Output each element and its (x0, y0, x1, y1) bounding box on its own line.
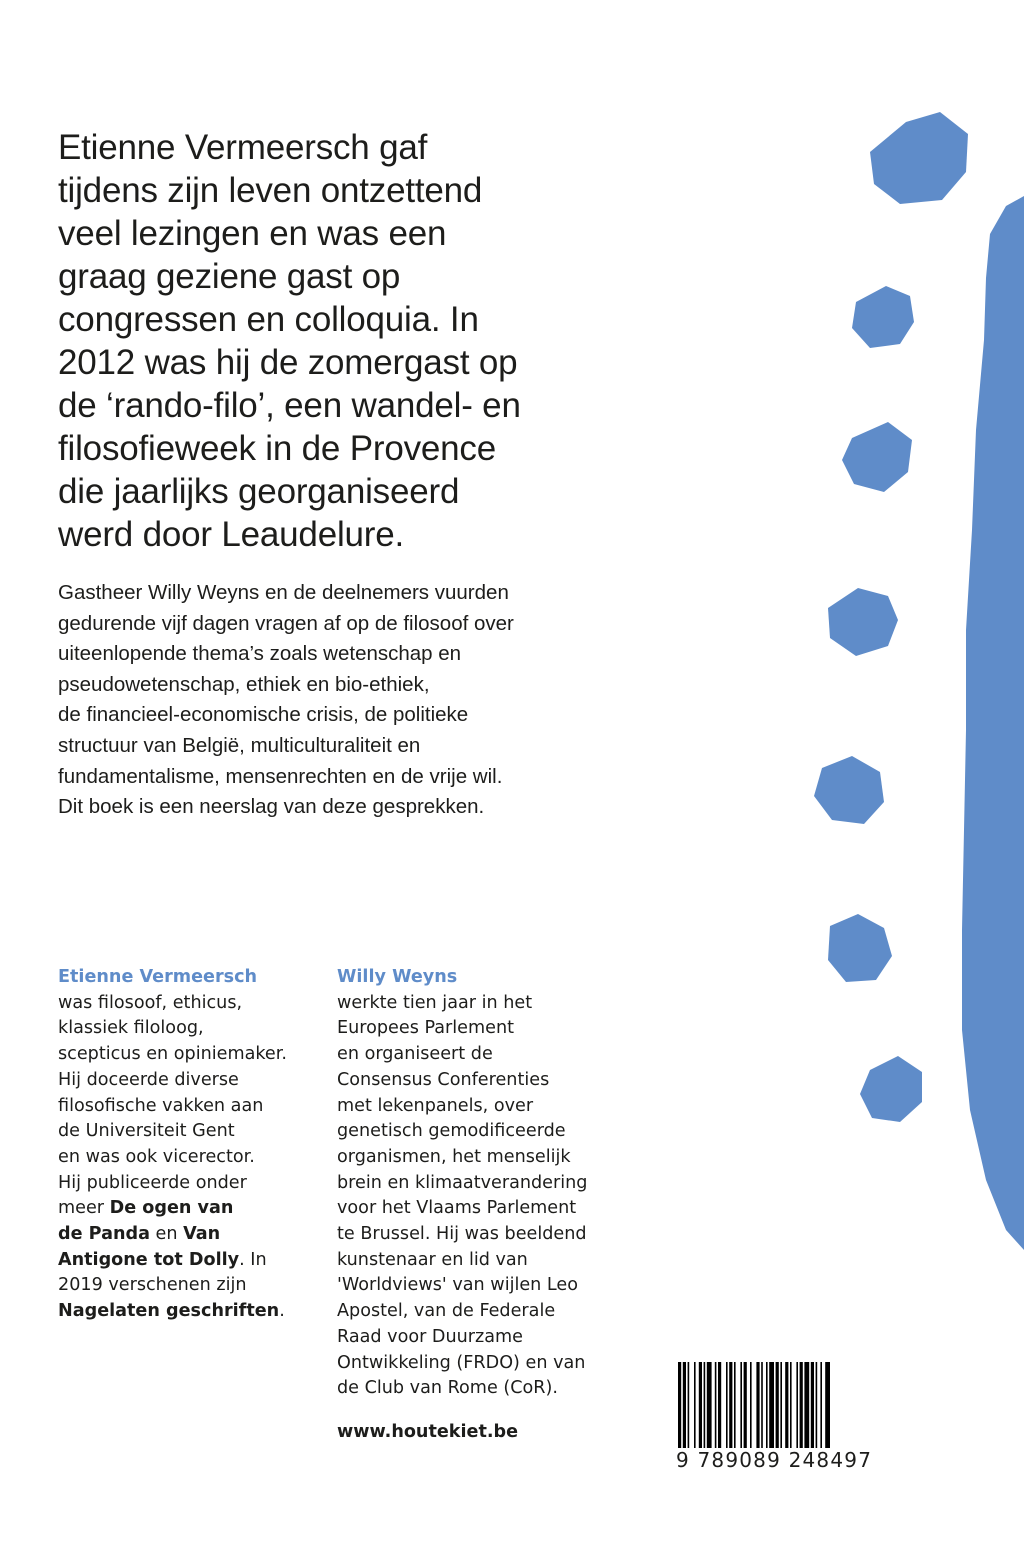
bio-text: . (279, 1301, 285, 1322)
barcode-bar (766, 1362, 768, 1448)
bio-line: brein en klimaatverandering (337, 1172, 588, 1193)
barcode-bar (769, 1362, 774, 1448)
barcode-bar (688, 1362, 690, 1448)
intro-line: tijdens zijn leven ontzettend (58, 171, 483, 210)
author-name: Willy Weyns (337, 967, 458, 987)
barcode-bar (825, 1362, 830, 1448)
bio-text: en (149, 1224, 184, 1245)
barcode-bar (718, 1362, 721, 1448)
blue-blob-5 (814, 756, 884, 824)
bio-line: organismen, het menselijk (337, 1146, 571, 1167)
barcode-bar (699, 1362, 702, 1448)
intro-line: die jaarlijks georganiseerd (58, 472, 460, 511)
intro-paragraph (58, 126, 578, 556)
barcode-bar (734, 1362, 736, 1448)
barcode-bar (811, 1362, 814, 1448)
intro-line: congressen en colloquia. In (58, 300, 479, 339)
bio-line (58, 1222, 358, 1248)
blue-blob-4 (828, 588, 898, 656)
barcode-bar (785, 1362, 788, 1448)
bio-line: klassiek filoloog, (58, 1018, 204, 1039)
blue-blob-7 (860, 1056, 922, 1122)
bio-line: filosofische vakken aan (58, 1095, 264, 1116)
bio-line: Hij doceerde diverse (58, 1069, 239, 1090)
bio-line: de Universiteit Gent (58, 1121, 235, 1142)
summary-line: gedurende vijf dagen vragen af op de filosoof over (58, 611, 514, 635)
book-title: Nagelaten geschriften (58, 1301, 280, 1322)
bio-line: te Brussel. Hij was beeldend (337, 1224, 587, 1245)
barcode-bar (790, 1362, 792, 1448)
book-title: de Panda (58, 1224, 150, 1245)
bio-line (58, 1299, 358, 1325)
isbn-number: 9 789089 248497 (676, 1448, 873, 1472)
bio-line: 'Worldviews' van wijlen Leo (337, 1275, 579, 1296)
isbn-barcode (676, 1360, 870, 1450)
barcode-bar (683, 1362, 686, 1448)
intro-line: Etienne Vermeersch gaf (58, 128, 428, 167)
bio-line (58, 1248, 358, 1274)
barcode-bar (744, 1362, 747, 1448)
bio-text: meer (58, 1198, 110, 1219)
barcode-bar (678, 1362, 681, 1448)
intro-line: veel lezingen en was een (58, 214, 447, 253)
barcode-bar (715, 1362, 717, 1448)
bio-line: de Club van Rome (CoR). (337, 1378, 558, 1399)
barcode-bar (816, 1362, 818, 1448)
blue-blob-2 (852, 286, 914, 348)
bio-line: Apostel, van de Federale (337, 1301, 556, 1322)
barcode-bar (694, 1362, 696, 1448)
barcode-bar (780, 1362, 782, 1448)
barcode-bar (804, 1362, 809, 1448)
bio-line: 2019 verschenen zijn (58, 1275, 247, 1296)
blue-blob-6 (828, 914, 892, 982)
intro-line: de ‘rando-filo’, een wandel- en (58, 386, 521, 425)
bio-line: en was ook vicerector. (58, 1146, 255, 1167)
summary-line: fundamentalisme, mensenrechten en de vrije wil. (58, 764, 503, 788)
book-title: Antigone tot Dolly (58, 1249, 240, 1270)
bio-line: kunstenaar en lid van (337, 1249, 528, 1270)
bio-text: . In (239, 1249, 267, 1270)
summary-line: Dit boek is een neerslag van deze gesprekken. (58, 795, 485, 819)
author-name: Etienne Vermeersch (58, 967, 258, 987)
blue-blob-1 (870, 112, 968, 204)
bio-line: Europees Parlement (337, 1018, 515, 1039)
bio-line: Hij publiceerde onder (58, 1172, 247, 1193)
bio-line: werkte tien jaar in het (337, 992, 533, 1013)
bio-line: genetisch gemodificeerde (337, 1121, 566, 1142)
summary-line: Gastheer Willy Weyns en de deelnemers vuurden (58, 581, 509, 604)
barcode-bar (729, 1362, 732, 1448)
book-title: De ogen van (109, 1198, 234, 1219)
summary-line: uiteenlopende thema’s zoals wetenschap en (58, 642, 462, 666)
book-title: Van (183, 1224, 221, 1245)
bio-line: voor het Vlaams Parlement (337, 1198, 577, 1219)
barcode-bar (756, 1362, 759, 1448)
bio-line (58, 1196, 358, 1222)
barcode-bar (750, 1362, 752, 1448)
barcode-bar (707, 1362, 712, 1448)
summary-line: pseudowetenschap, ethiek en bio-ethiek, (58, 672, 430, 696)
blue-shapes-illustration (800, 100, 1024, 1260)
barcode-bar (796, 1362, 798, 1448)
barcode-bar (761, 1362, 763, 1448)
bio-line: Raad voor Duurzame (337, 1326, 523, 1347)
intro-line: 2012 was hij de zomergast op (58, 343, 518, 382)
intro-line: werd door Leaudelure. (58, 515, 405, 554)
bio-line: met lekenpanels, over (337, 1095, 534, 1116)
blue-blob-3 (842, 422, 912, 492)
intro-line: graag geziene gast op (58, 257, 401, 296)
bio-line: scepticus en opiniemaker. (58, 1044, 287, 1065)
barcode-bar (726, 1362, 728, 1448)
barcode-bar (800, 1362, 803, 1448)
bio-line: en organiseert de (337, 1044, 493, 1065)
bio-line: Consensus Conferenties (337, 1069, 550, 1090)
bio-line: was filosoof, ethicus, (58, 992, 243, 1013)
summary-line: de financieel-economische crisis, de politieke (58, 703, 469, 727)
bio-line: Ontwikkeling (FRDO) en van (337, 1352, 586, 1373)
barcode-bar (776, 1362, 779, 1448)
barcode-bar (740, 1362, 742, 1448)
intro-line: filosofieweek in de Provence (58, 429, 496, 468)
barcode-bar (820, 1362, 822, 1448)
barcode-bar (704, 1362, 706, 1448)
summary-paragraph (58, 578, 578, 823)
publisher-website: www.houtekiet.be (337, 1422, 519, 1442)
blue-stripe-shape (962, 196, 1024, 1250)
summary-line: structuur van België, multiculturaliteit en (58, 733, 421, 757)
author-bio-weyns (337, 965, 637, 1402)
barcode-bars (676, 1360, 870, 1450)
author-bio-vermeersch (58, 965, 358, 1325)
